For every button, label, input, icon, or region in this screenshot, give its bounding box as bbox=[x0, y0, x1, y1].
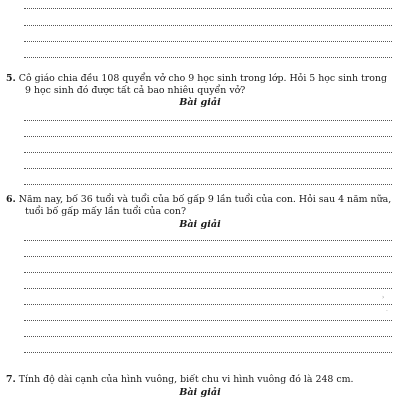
scan-mark: › bbox=[382, 294, 385, 301]
question-text: Năm nay, bố 36 tuổi và tuổi của bố gấp 9 lần tuổi của con. Hỏi sau 4 năm nữa, bbox=[18, 194, 392, 205]
question-5 bbox=[6, 73, 390, 96]
question-number: 6. bbox=[6, 194, 16, 205]
answer-line bbox=[24, 168, 392, 169]
question-number: 5. bbox=[6, 73, 16, 84]
answer-line bbox=[24, 184, 392, 185]
answer-line bbox=[24, 272, 392, 273]
solution-heading: Bài giải bbox=[179, 387, 221, 398]
question-text-continued: tuổi bố gấp mấy lần tuổi của con? bbox=[25, 205, 186, 217]
question-number: 7. bbox=[6, 374, 16, 385]
solution-heading: Bài giải bbox=[179, 219, 221, 230]
question-text: Tính độ dài cạnh của hình vuông, biết chu vi hình vuông đó là 248 cm. bbox=[18, 374, 354, 385]
solution-heading: Bài giải bbox=[179, 97, 221, 108]
question-7 bbox=[6, 374, 390, 386]
answer-line bbox=[24, 41, 392, 42]
question-text: Cô giáo chia đều 108 quyển vở cho 9 học sinh trong lớp. Hỏi 5 học sinh trong bbox=[18, 73, 387, 84]
answer-line bbox=[24, 288, 392, 289]
scan-mark: · bbox=[386, 308, 388, 315]
answer-line bbox=[24, 336, 392, 337]
answer-line bbox=[24, 240, 392, 241]
question-text-continued: 9 học sinh đó được tất cả bao nhiêu quyển vở? bbox=[25, 84, 246, 96]
answer-line bbox=[24, 57, 392, 58]
answer-line bbox=[24, 352, 392, 353]
answer-line bbox=[24, 120, 392, 121]
answer-line bbox=[24, 8, 392, 9]
answer-line bbox=[24, 304, 392, 305]
answer-line bbox=[24, 256, 392, 257]
answer-line bbox=[24, 152, 392, 153]
answer-line bbox=[24, 25, 392, 26]
answer-line bbox=[24, 136, 392, 137]
answer-line bbox=[24, 320, 392, 321]
question-6 bbox=[6, 194, 390, 217]
